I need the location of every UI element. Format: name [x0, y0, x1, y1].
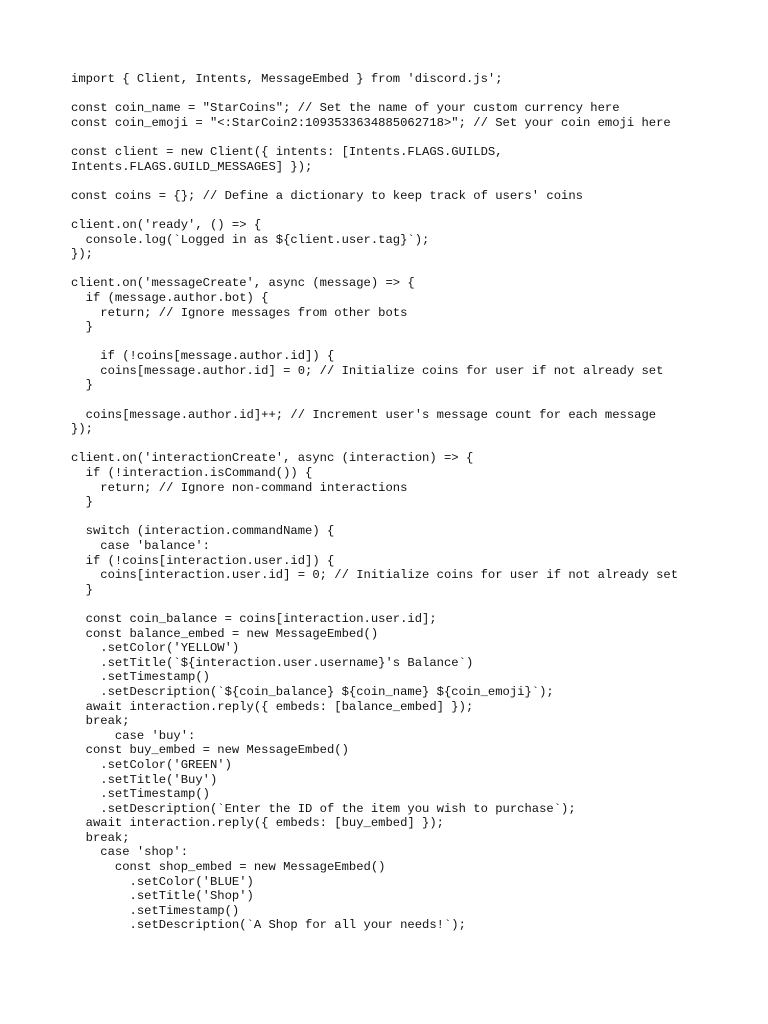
- code-line: .setTimestamp(): [71, 670, 210, 685]
- code-line: [71, 393, 751, 408]
- code-line: const shop_embed = new MessageEmbed(): [71, 860, 386, 875]
- code-line: const coin_name = "StarCoins"; // Set the name of your custom currency here: [71, 101, 620, 116]
- code-line: [71, 437, 751, 452]
- code-line: const coins = {}; // Define a dictionary to keep track of users' coins: [71, 188, 583, 203]
- code-line: const buy_embed = new MessageEmbed(): [71, 743, 349, 758]
- code-line: case 'buy':: [71, 728, 196, 743]
- code-line: case 'balance':: [71, 539, 210, 553]
- code-line: const client = new Client({ intents: [Intents.FLAGS.GUILDS,: [71, 144, 503, 159]
- code-line: [71, 130, 751, 145]
- code-line: .setDescription(`Enter the ID of the item you wish to purchase`);: [71, 801, 576, 816]
- code-line: [71, 203, 751, 218]
- code-line: Intents.FLAGS.GUILD_MESSAGES] });: [71, 159, 313, 174]
- code-line: coins[message.author.id]++; // Increment user's message count for each message: [71, 407, 657, 422]
- code-line: if (!coins[message.author.id]) {: [71, 349, 335, 364]
- code-line: .setTitle(`${interaction.user.username}'s Balance`): [71, 655, 474, 670]
- code-line: if (!coins[interaction.user.id]) {: [71, 553, 335, 568]
- code-line: });: [71, 247, 93, 262]
- code-line: console.log(`Logged in as ${client.user.tag}`);: [71, 232, 430, 247]
- code-line: [71, 174, 751, 189]
- code-line: [71, 87, 751, 102]
- code-line: [71, 510, 751, 525]
- code-block: [71, 72, 751, 933]
- code-line: .setTimestamp(): [71, 787, 210, 802]
- code-line: if (!interaction.isCommand()) {: [71, 466, 313, 481]
- code-line: return; // Ignore messages from other bots: [71, 305, 408, 320]
- code-line: }: [71, 378, 93, 393]
- code-line: .setColor('GREEN'): [71, 757, 232, 772]
- code-line: .setTimestamp(): [71, 903, 240, 918]
- code-line: .setTitle('Buy'): [71, 772, 218, 787]
- code-line: client.on('ready', () => {: [71, 217, 262, 232]
- code-line: break;: [71, 714, 130, 729]
- code-line: if (message.author.bot) {: [71, 290, 269, 305]
- code-line: return; // Ignore non-command interactions: [71, 480, 408, 495]
- code-line: await interaction.reply({ embeds: [buy_embed] });: [71, 816, 444, 831]
- code-line: const coin_emoji = "<:StarCoin2:1093533634885062718>"; // Set your coin emoji here: [71, 115, 671, 130]
- code-line: await interaction.reply({ embeds: [balance_embed] });: [71, 699, 474, 714]
- code-line: .setColor('BLUE'): [71, 874, 254, 889]
- code-line: coins[interaction.user.id] = 0; // Initialize coins for user if not already set: [71, 568, 679, 583]
- code-line: client.on('messageCreate', async (message) => {: [71, 276, 415, 291]
- code-line: .setTitle('Shop'): [71, 889, 254, 904]
- code-line: switch (interaction.commandName) {: [71, 524, 335, 539]
- code-line: client.on('interactionCreate', async (interaction) => {: [71, 451, 474, 466]
- code-line: break;: [71, 830, 130, 845]
- code-line: case 'shop':: [71, 845, 189, 860]
- code-line: coins[message.author.id] = 0; // Initialize coins for user if not already set: [71, 363, 664, 378]
- code-line: }: [71, 320, 93, 335]
- code-line: [71, 597, 751, 612]
- code-line: .setDescription(`${coin_balance} ${coin_name} ${coin_emoji}`);: [71, 684, 554, 699]
- code-line: }: [71, 495, 93, 510]
- code-line: }: [71, 582, 93, 597]
- code-line: const balance_embed = new MessageEmbed(): [71, 626, 379, 641]
- code-line: [71, 262, 751, 277]
- code-line: .setDescription(`A Shop for all your needs!`);: [71, 918, 466, 933]
- code-line: const coin_balance = coins[interaction.user.id];: [71, 611, 437, 626]
- code-line: });: [71, 422, 93, 437]
- code-line: import { Client, Intents, MessageEmbed } from 'discord.js';: [71, 72, 503, 86]
- code-line: .setColor('YELLOW'): [71, 641, 240, 656]
- code-line: [71, 335, 751, 350]
